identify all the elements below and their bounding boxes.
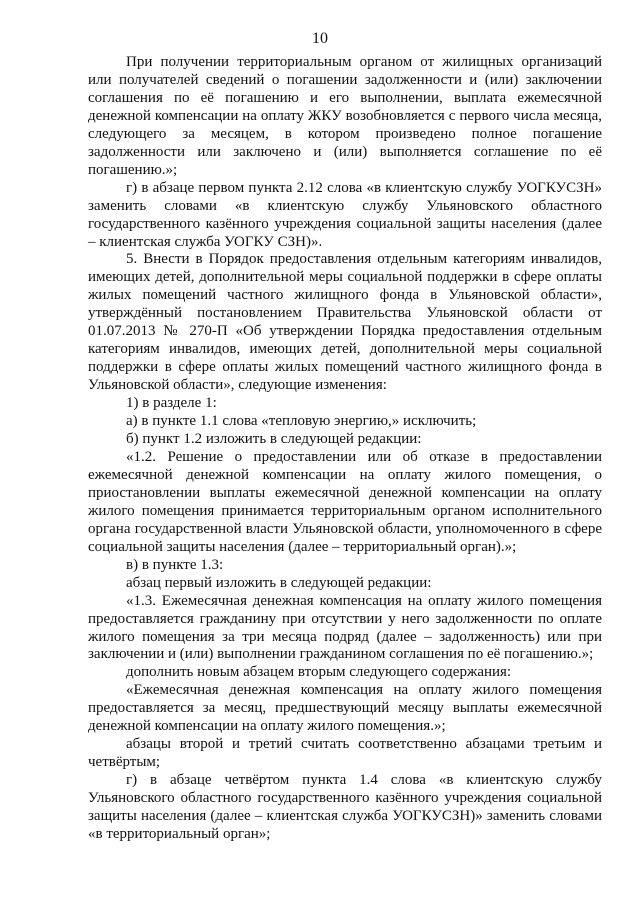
paragraph-resumption-of-payment: При получении территориальным органом от жилищных организаций или получателей сведений о погашении задолженности и (или) заключении соглашения по её погашению и его выполнении, выплата ежемесячной денежной компенсации на оплату ЖКУ возобновляется с первого числа месяца, следующего за месяцем, в котором произведено полное погашение задолженности или заключено и (или) выполняется соглашение по её погашению.»;: [88, 54, 602, 178]
paragraph-item-1-3-intro: в) в пункте 1.3:: [126, 556, 224, 573]
paragraph-item-1-2-text: «1.2. Решение о предоставлении или об отказе в предоставлении ежемесячной денежной компенсации на оплату жилого помещения, о приостановлении выплаты ежемесячной денежной компенсации на оплату жилого помещения принимается территориальным органом исполнительного органа государственной власти Ульяновской области, уполномоченного в сфере социальной защиты населения (далее – территориальный орган).»;: [88, 448, 602, 555]
page-number: 10: [312, 30, 328, 47]
paragraph-item-1-4: г) в абзаце четвёртом пункта 1.4 слова «в клиентскую службу Ульяновского областного государственного казённого учреждения социальной защиты населения (далее – клиентская служба УОГКУСЗН)» заменить словами «в территориальный орган»;: [88, 772, 602, 842]
paragraph-renumbering: абзацы второй и третий считать соответственно абзацами третьим и четвёртым;: [88, 736, 602, 771]
paragraph-item-5-amendments: 5. Внести в Порядок предоставления отдельным категориям инвалидов, имеющих детей, дополнительной меры социальной поддержки в сфере оплаты жилых помещений частного жилищного фонда в Ульяновской области», утверждённый постановлением Правительства Ульяновской области от 01.07.2013 № 270-П «Об утверждении Порядка предоставления отдельным категориям инвалидов, имеющих детей, дополнительной меры социальной поддержки в сфере оплаты жилых помещений частного жилищного фонда в Ульяновской области», следующие изменения:: [88, 251, 602, 394]
paragraph-item-1-2-intro: б) пункт 1.2 изложить в следующей редакции:: [126, 431, 422, 448]
document-body: [88, 54, 602, 844]
paragraph-first-abzats-intro: абзац первый изложить в следующей редакции:: [126, 574, 432, 591]
paragraph-amendment-2-12: г) в абзаце первом пункта 2.12 слова «в клиентскую службу УОГКУСЗН» заменить словами «в клиентскую службу Ульяновского областного государственного казённого учреждения социальной защиты населения (далее – клиентская служба УОГКУ СЗН)».: [88, 179, 602, 250]
paragraph-second-abzats-text: «Ежемесячная денежная компенсация на оплату жилого помещения предоставляется за месяц, предшествующий месяцу выплаты ежемесячной денежной компенсации на оплату жилого помещения.»;: [88, 682, 602, 735]
paragraph-section-1: 1) в разделе 1:: [126, 395, 217, 412]
paragraph-item-1-1: а) в пункте 1.1 слова «тепловую энергию,» исключить;: [126, 413, 477, 430]
paragraph-add-second-abzats: дополнить новым абзацем вторым следующего содержания:: [126, 664, 512, 681]
paragraph-item-1-3-text: «1.3. Ежемесячная денежная компенсация на оплату жилого помещения предоставляется гражданину при отсутствии у него задолженности по оплате жилого помещения за три месяца подряд (далее – задолженность) или при заключении и (или) выполнении гражданином соглашения по её погашению.»;: [88, 592, 602, 663]
